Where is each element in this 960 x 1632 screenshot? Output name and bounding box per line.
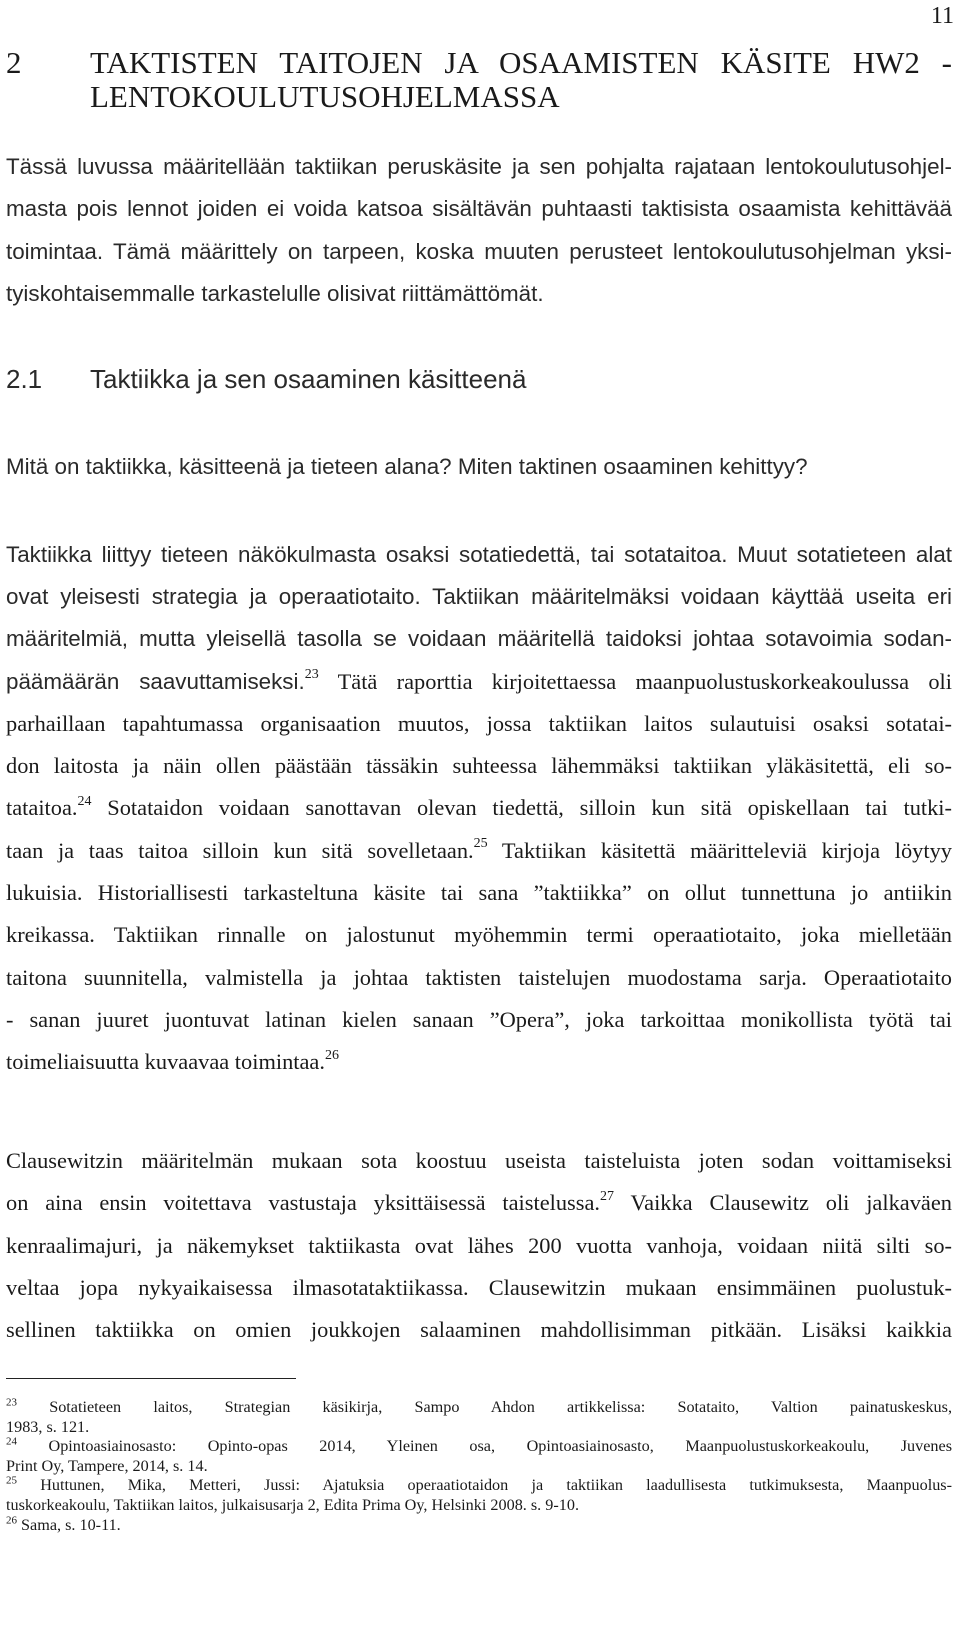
text-span: Huttunen, Mika, Metteri, Jussi: Ajatuksia operaatiotaidon ja taktiikan laadullisesta tutkimuksesta, Maanpuolus-	[17, 1476, 952, 1495]
text-line	[6, 830, 952, 872]
footnote-ref-25: 25	[473, 836, 488, 852]
text-span: Sotatieteen laitos, Strategian käsikirja, Sampo Ahdon artikkelissa: Sotataito, Valtion painatuskeskus,	[17, 1398, 952, 1416]
text-line: parhaillaan tapahtumassa organisaation muutos, jossa taktiikan laitos sulautuisi osaksi sotatai-	[6, 710, 952, 736]
text-line: kenraalimajuri, ja näkemykset taktiikasta ovat lähes 200 vuotta vanhoja, voidaan niitä silti so-	[6, 1232, 952, 1258]
footnote-24-line2: Print Oy, Tampere, 2014, s. 14.	[6, 1456, 208, 1475]
questions-paragraph	[6, 446, 952, 488]
footnote-25-line1	[6, 1476, 952, 1496]
footnote-26-line1	[6, 1516, 952, 1536]
text-line: Taktiikka liittyy tieteen näkökulmasta osaksi sotatiedettä, tai sotataitoa. Muut sotatieteen alat	[6, 542, 952, 567]
text-span: päämäärän saavuttamiseksi.	[6, 668, 305, 694]
footnote-ref-24: 24	[77, 794, 92, 810]
footnote-number: 24	[6, 1435, 17, 1448]
text-span: Vaikka Clausewitz oli jalkaväen	[614, 1190, 952, 1216]
intro-paragraph	[6, 146, 952, 315]
text-span: Sotataidon voidaan sanottavan olevan tiedettä, silloin kun sitä opiskellaan tai tutki-	[91, 795, 952, 821]
footnotes	[6, 1398, 952, 1535]
text-line: määritelmiä, mutta yleisellä tasolla se voidaan määritellä taidoksi johtaa sotavoimia sodan-	[6, 626, 952, 652]
footnote-ref-27: 27	[600, 1188, 615, 1204]
footnote-23-line1	[6, 1398, 952, 1418]
section-title: Taktiikka ja sen osaaminen käsitteenä	[90, 364, 527, 394]
text-line	[6, 661, 952, 703]
paragraph-2	[6, 1140, 952, 1351]
footnote-number: 25	[6, 1474, 17, 1487]
text-line	[6, 787, 952, 829]
footnote-ref-23: 23	[304, 667, 319, 683]
footnote-number: 23	[6, 1396, 17, 1409]
text-line: toimintaa. Tämä määrittely on tarpeen, koska muuten perusteet lentokoulutusohjelman yksi-	[6, 238, 952, 264]
text-line: taitona suunnitella, valmistella ja johtaa taktisten taistelujen muodostama sarja. Operaatiotaito	[6, 964, 952, 990]
text-span: Tätä raporttia kirjoitettaessa maanpuolustuskorkeakoulussa oli	[318, 668, 952, 694]
text-line: veltaa jopa nykyaikaisessa ilmasotataktiikassa. Clausewitzin mukaan ensimmäinen puolustuk-	[6, 1274, 952, 1300]
footnote-separator	[6, 1378, 296, 1379]
text-line	[6, 1041, 952, 1083]
text-line: ovat yleisesti strategia ja operaatiotaito. Taktiikan määritelmäksi voidaan käyttää useita eri	[6, 584, 952, 609]
chapter-title-line1: TAKTISTEN TAITOJEN JA OSAAMISTEN KÄSITE HW2 -	[90, 45, 952, 80]
footnote-23-line2: 1983, s. 121.	[6, 1417, 90, 1436]
text-line: masta pois lennot joiden ei voida katsoa sisältävän puhtaasti taktisista osaamista kehittävää	[6, 196, 952, 222]
text-line: Mitä on taktiikka, käsitteenä ja tieteen alana? Miten taktinen osaaminen kehittyy?	[6, 454, 808, 479]
paragraph-1	[6, 576, 952, 1084]
section-number: 2.1	[6, 364, 43, 394]
footnote-ref-26: 26	[324, 1047, 339, 1063]
text-line: Tässä luvussa määritellään taktiikan peruskäsite ja sen pohjalta rajataan lentokoulutusohjel-	[6, 154, 952, 179]
text-line	[6, 1182, 952, 1224]
text-span: Sama, s. 10-11.	[17, 1515, 121, 1534]
footnote-number: 26	[6, 1514, 17, 1527]
text-line: tyiskohtaisemmalle tarkastelulle olisivat riittämättömät.	[6, 280, 544, 306]
text-span: Taktiikan käsitettä määritteleviä kirjoja löytyy	[487, 837, 952, 863]
text-span: tataitoa.	[6, 795, 78, 821]
paragraph-1-sans	[6, 534, 952, 577]
text-span: taan ja taas taitoa silloin kun sitä sovelletaan.	[6, 837, 474, 863]
text-span: Opintoasiainosasto: Opinto-opas 2014, Yleinen osa, Opintoasiainosasto, Maanpuolustuskorkeakoulu, Juvenes	[17, 1437, 952, 1456]
chapter-number: 2	[6, 45, 22, 80]
text-line: kreikassa. Taktiikan rinnalle on jalostunut myöhemmin termi operaatiotaito, joka mielletään	[6, 922, 952, 948]
text-line: - sanan juuret juontuvat latinan kielen sanaan ”Opera”, joka tarkoittaa monikollista työtä tai	[6, 1006, 952, 1032]
chapter-title-line2: LENTOKOULUTUSOHJELMASSA	[90, 79, 560, 114]
text-span: on aina ensin voitettava vastustaja yksittäisessä taistelussa.	[6, 1190, 601, 1216]
page-number: 11	[930, 3, 954, 29]
text-line: don laitosta ja näin ollen päästään tässäkin suhteessa lähemmäksi taktiikan yläkäsitettä, eli so-	[6, 753, 952, 779]
footnote-24-line1	[6, 1437, 952, 1457]
footnote-25-line2: tuskorkeakoulu, Taktiikan laitos, julkaisusarja 2, Edita Prima Oy, Helsinki 2008. s. 9-10.	[6, 1495, 579, 1514]
text-line: sellinen taktiikka on omien joukkojen salaaminen mahdollisimman pitkään. Lisäksi kaikkia	[6, 1317, 952, 1343]
text-line: Clausewitzin määritelmän mukaan sota koostuu useista taisteluista joten sodan voittamiseksi	[6, 1148, 952, 1173]
text-line: lukuisia. Historiallisesti tarkasteltuna käsite tai sana ”taktiikka” on ollut tunnettuna jo antiikin	[6, 880, 952, 906]
text-span: toimeliaisuutta kuvaavaa toimintaa.	[6, 1049, 325, 1075]
